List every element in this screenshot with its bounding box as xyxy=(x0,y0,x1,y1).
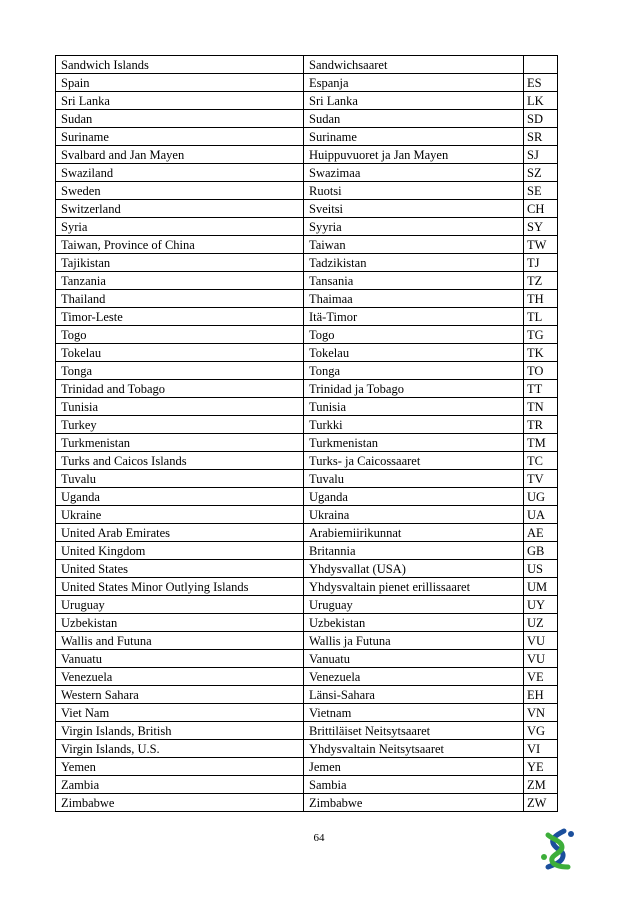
country-name-english: Wallis and Futuna xyxy=(56,632,304,650)
country-name-english: Uzbekistan xyxy=(56,614,304,632)
country-name-english: Virgin Islands, British xyxy=(56,722,304,740)
country-name-english: Switzerland xyxy=(56,200,304,218)
country-name-english: Tonga xyxy=(56,362,304,380)
country-name-english: Viet Nam xyxy=(56,704,304,722)
country-name-finnish: Ruotsi xyxy=(304,182,524,200)
country-code: SD xyxy=(524,110,558,128)
table-row xyxy=(56,632,558,650)
country-name-finnish: Sveitsi xyxy=(304,200,524,218)
country-name-english: Swaziland xyxy=(56,164,304,182)
country-name-english: Suriname xyxy=(56,128,304,146)
country-name-english: Taiwan, Province of China xyxy=(56,236,304,254)
table-row xyxy=(56,182,558,200)
country-name-english: Tanzania xyxy=(56,272,304,290)
country-name-finnish: Tonga xyxy=(304,362,524,380)
table-row xyxy=(56,74,558,92)
table-row xyxy=(56,380,558,398)
country-name-finnish: Syyria xyxy=(304,218,524,236)
country-name-english: Venezuela xyxy=(56,668,304,686)
country-name-finnish: Sri Lanka xyxy=(304,92,524,110)
country-code: UG xyxy=(524,488,558,506)
country-code: TO xyxy=(524,362,558,380)
country-code: TH xyxy=(524,290,558,308)
country-code: SR xyxy=(524,128,558,146)
table-row xyxy=(56,110,558,128)
country-name-finnish: Uzbekistan xyxy=(304,614,524,632)
country-name-english: Tokelau xyxy=(56,344,304,362)
page-number: 64 xyxy=(313,832,325,844)
country-code: SZ xyxy=(524,164,558,182)
country-name-english: Tuvalu xyxy=(56,470,304,488)
country-name-finnish: Vanuatu xyxy=(304,650,524,668)
country-name-finnish: Trinidad ja Tobago xyxy=(304,380,524,398)
country-name-finnish: Zimbabwe xyxy=(304,794,524,812)
country-name-finnish: Turkki xyxy=(304,416,524,434)
country-code: SE xyxy=(524,182,558,200)
country-name-english: Sudan xyxy=(56,110,304,128)
country-code: TJ xyxy=(524,254,558,272)
country-name-english: Sandwich Islands xyxy=(56,56,304,74)
country-name-finnish: Britannia xyxy=(304,542,524,560)
country-code: UA xyxy=(524,506,558,524)
country-name-english: Tajikistan xyxy=(56,254,304,272)
country-code: VI xyxy=(524,740,558,758)
country-code: ZW xyxy=(524,794,558,812)
country-name-finnish: Tunisia xyxy=(304,398,524,416)
country-code: UZ xyxy=(524,614,558,632)
country-name-english: United Arab Emirates xyxy=(56,524,304,542)
country-name-english: Zambia xyxy=(56,776,304,794)
country-code: VG xyxy=(524,722,558,740)
table-row xyxy=(56,578,558,596)
country-name-english: United Kingdom xyxy=(56,542,304,560)
country-name-finnish: Turks- ja Caicossaaret xyxy=(304,452,524,470)
country-code: VN xyxy=(524,704,558,722)
table-row xyxy=(56,344,558,362)
country-name-english: Sri Lanka xyxy=(56,92,304,110)
country-name-finnish: Sandwichsaaret xyxy=(304,56,524,74)
table-row xyxy=(56,794,558,812)
country-name-finnish: Thaimaa xyxy=(304,290,524,308)
country-name-english: Uruguay xyxy=(56,596,304,614)
country-name-finnish: Yhdysvaltain Neitsytsaaret xyxy=(304,740,524,758)
country-name-finnish: Turkmenistan xyxy=(304,434,524,452)
country-code: TR xyxy=(524,416,558,434)
country-name-english: Yemen xyxy=(56,758,304,776)
table-row xyxy=(56,758,558,776)
country-code: TM xyxy=(524,434,558,452)
country-name-english: Turkmenistan xyxy=(56,434,304,452)
country-code: VU xyxy=(524,632,558,650)
country-code: TW xyxy=(524,236,558,254)
country-name-finnish: Tokelau xyxy=(304,344,524,362)
table-row xyxy=(56,596,558,614)
country-name-finnish: Wallis ja Futuna xyxy=(304,632,524,650)
country-name-finnish: Itä-Timor xyxy=(304,308,524,326)
table-row xyxy=(56,686,558,704)
table-row xyxy=(56,776,558,794)
country-code: SJ xyxy=(524,146,558,164)
country-name-finnish: Uganda xyxy=(304,488,524,506)
table-row xyxy=(56,560,558,578)
table-row xyxy=(56,614,558,632)
country-name-finnish: Huippuvuoret ja Jan Mayen xyxy=(304,146,524,164)
country-name-finnish: Swazimaa xyxy=(304,164,524,182)
country-code: VE xyxy=(524,668,558,686)
country-name-finnish: Ukraina xyxy=(304,506,524,524)
country-name-english: Trinidad and Tobago xyxy=(56,380,304,398)
country-name-english: Ukraine xyxy=(56,506,304,524)
table-row xyxy=(56,290,558,308)
country-name-finnish: Jemen xyxy=(304,758,524,776)
country-code: ES xyxy=(524,74,558,92)
country-code: TG xyxy=(524,326,558,344)
table-row xyxy=(56,740,558,758)
country-name-finnish: Sudan xyxy=(304,110,524,128)
dna-helix-logo-icon xyxy=(536,827,580,871)
country-name-finnish: Espanja xyxy=(304,74,524,92)
country-code: US xyxy=(524,560,558,578)
country-code: UM xyxy=(524,578,558,596)
logo-dot-dark xyxy=(568,831,574,837)
table-row xyxy=(56,272,558,290)
country-name-finnish: Brittiläiset Neitsytsaaret xyxy=(304,722,524,740)
table-row xyxy=(56,488,558,506)
country-name-english: Turks and Caicos Islands xyxy=(56,452,304,470)
country-name-english: Thailand xyxy=(56,290,304,308)
table-row xyxy=(56,452,558,470)
table-row xyxy=(56,668,558,686)
country-name-english: Zimbabwe xyxy=(56,794,304,812)
table-row xyxy=(56,200,558,218)
country-code: ZM xyxy=(524,776,558,794)
country-code: AE xyxy=(524,524,558,542)
country-code: UY xyxy=(524,596,558,614)
table-row xyxy=(56,470,558,488)
table-row xyxy=(56,218,558,236)
country-name-english: Tunisia xyxy=(56,398,304,416)
country-code-table xyxy=(55,55,558,812)
country-code: CH xyxy=(524,200,558,218)
country-name-english: Togo xyxy=(56,326,304,344)
country-table-body xyxy=(56,56,558,812)
table-row xyxy=(56,362,558,380)
country-name-finnish: Yhdysvaltain pienet erillissaaret xyxy=(304,578,524,596)
country-code: LK xyxy=(524,92,558,110)
country-name-english: Western Sahara xyxy=(56,686,304,704)
country-name-finnish: Arabiemiirikunnat xyxy=(304,524,524,542)
country-name-english: Virgin Islands, U.S. xyxy=(56,740,304,758)
country-name-finnish: Tansania xyxy=(304,272,524,290)
country-code: GB xyxy=(524,542,558,560)
country-name-finnish: Suriname xyxy=(304,128,524,146)
country-name-english: Syria xyxy=(56,218,304,236)
table-row xyxy=(56,128,558,146)
table-row xyxy=(56,524,558,542)
country-code: TK xyxy=(524,344,558,362)
country-code: TZ xyxy=(524,272,558,290)
country-code: VU xyxy=(524,650,558,668)
table-row xyxy=(56,704,558,722)
country-code: YE xyxy=(524,758,558,776)
country-code: SY xyxy=(524,218,558,236)
table-row xyxy=(56,56,558,74)
country-name-finnish: Togo xyxy=(304,326,524,344)
table-row xyxy=(56,146,558,164)
country-name-english: United States Minor Outlying Islands xyxy=(56,578,304,596)
table-row xyxy=(56,722,558,740)
table-row xyxy=(56,164,558,182)
country-code: EH xyxy=(524,686,558,704)
country-name-finnish: Tuvalu xyxy=(304,470,524,488)
country-name-finnish: Taiwan xyxy=(304,236,524,254)
table-row xyxy=(56,506,558,524)
country-name-finnish: Sambia xyxy=(304,776,524,794)
table-row xyxy=(56,308,558,326)
country-name-english: Uganda xyxy=(56,488,304,506)
table-row xyxy=(56,416,558,434)
country-name-english: Vanuatu xyxy=(56,650,304,668)
country-name-finnish: Venezuela xyxy=(304,668,524,686)
table-row xyxy=(56,254,558,272)
table-row xyxy=(56,326,558,344)
country-code xyxy=(524,56,558,74)
country-name-finnish: Uruguay xyxy=(304,596,524,614)
country-name-english: United States xyxy=(56,560,304,578)
country-name-finnish: Tadzikistan xyxy=(304,254,524,272)
country-name-finnish: Vietnam xyxy=(304,704,524,722)
table-row xyxy=(56,92,558,110)
table-row xyxy=(56,434,558,452)
table-row xyxy=(56,650,558,668)
country-name-finnish: Yhdysvallat (USA) xyxy=(304,560,524,578)
table-row xyxy=(56,398,558,416)
country-code: TL xyxy=(524,308,558,326)
country-code: TV xyxy=(524,470,558,488)
table-row xyxy=(56,236,558,254)
logo-dot-light xyxy=(541,854,547,860)
country-name-finnish: Länsi-Sahara xyxy=(304,686,524,704)
country-name-english: Timor-Leste xyxy=(56,308,304,326)
table-row xyxy=(56,542,558,560)
country-code: TC xyxy=(524,452,558,470)
country-name-english: Svalbard and Jan Mayen xyxy=(56,146,304,164)
country-name-english: Sweden xyxy=(56,182,304,200)
country-name-english: Turkey xyxy=(56,416,304,434)
country-code: TN xyxy=(524,398,558,416)
country-name-english: Spain xyxy=(56,74,304,92)
country-code: TT xyxy=(524,380,558,398)
